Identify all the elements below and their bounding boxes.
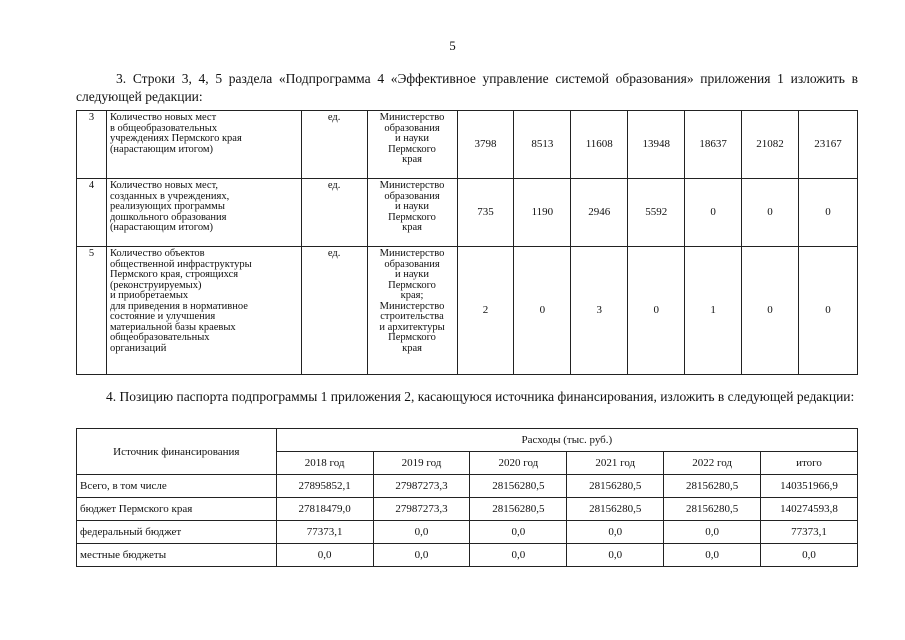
value-cell: 0	[514, 247, 571, 375]
indicator-name-line: реализующих программы	[109, 201, 225, 212]
value-cell: 0	[742, 247, 799, 375]
indicator-name-line: (реконструируемых)	[109, 279, 202, 291]
indicator-name	[106, 179, 301, 247]
value-cell: 0	[742, 179, 799, 247]
amount-cell: 28156280,5	[567, 498, 664, 521]
year-header: 2022 год	[664, 452, 761, 475]
responsible-line: Пермского	[388, 143, 436, 155]
paragraph-2: 4. Позицию паспорта подпрограммы 1 приложения 2, касающуюся источника финансирования, изложить в следующей редакции:	[106, 389, 855, 404]
amount-cell: 28156280,5	[664, 475, 761, 498]
paragraph-1: 3. Строки 3, 4, 5 раздела «Подпрограмма 4 «Эффективное управление системой образования» приложения 1 изложить в следующей редакции:	[76, 71, 858, 104]
source-cell: Всего, в том числе	[77, 475, 277, 498]
responsible-line: Министерство	[379, 112, 445, 123]
value-cell: 23167	[799, 111, 858, 179]
indicator-name-line: Количество объектов	[109, 248, 205, 259]
responsible-line: Пермского	[388, 332, 436, 343]
responsible-line: и науки	[395, 269, 430, 280]
indicator-name-line: дошкольного образования	[109, 211, 227, 223]
amount-cell: 0,0	[470, 521, 567, 544]
source-cell: федеральный бюджет	[77, 521, 277, 544]
responsible-line: края	[402, 222, 422, 233]
responsible-cell	[367, 111, 457, 179]
responsible-line: и архитектуры	[379, 321, 445, 333]
indicators-table	[76, 110, 858, 375]
indicator-name-line: общеобразовательных	[109, 332, 210, 343]
table-row	[77, 544, 858, 567]
value-cell: 735	[457, 179, 514, 247]
responsible-line: образования	[384, 122, 440, 134]
amount-cell: 27818479,0	[276, 498, 373, 521]
amount-cell: 28156280,5	[664, 498, 761, 521]
unit-cell: ед.	[301, 179, 367, 247]
value-cell: 0	[628, 247, 685, 375]
indicator-name	[106, 247, 301, 375]
expenses-header: Расходы (тыс. руб.)	[276, 429, 857, 452]
responsible-line: образования	[384, 190, 440, 202]
amount-cell: 28156280,5	[470, 475, 567, 498]
amount-cell: 0,0	[373, 544, 470, 567]
value-cell: 18637	[685, 111, 742, 179]
year-header: 2019 год	[373, 452, 470, 475]
indicator-name-line: созданных в учреждениях,	[109, 190, 230, 202]
value-cell: 11608	[571, 111, 628, 179]
amount-cell: 0,0	[664, 521, 761, 544]
amount-cell: 27987273,3	[373, 498, 470, 521]
source-cell: бюджет Пермского края	[77, 498, 277, 521]
year-header: 2021 год	[567, 452, 664, 475]
responsible-line: строительства	[380, 311, 444, 322]
amount-cell: 140274593,8	[761, 498, 858, 521]
indicator-name-line: материальной базы краевых	[109, 321, 236, 333]
indicator-name-line: (нарастающим итогом)	[109, 143, 214, 155]
indicator-name-line: Количество новых мест	[109, 112, 217, 123]
table-row	[77, 111, 858, 179]
year-header: 2020 год	[470, 452, 567, 475]
value-cell: 5592	[628, 179, 685, 247]
year-header: итого	[761, 452, 858, 475]
amount-cell: 0,0	[470, 544, 567, 567]
amount-cell: 0,0	[761, 544, 858, 567]
value-cell: 8513	[514, 111, 571, 179]
indicator-name-line: Пермского края, строящихся	[109, 269, 239, 280]
page-number: 5	[449, 38, 456, 53]
row-number: 4	[77, 179, 107, 247]
indicator-name-line: Количество новых мест,	[109, 180, 219, 191]
table-row	[77, 475, 858, 498]
responsible-line: края	[402, 342, 422, 354]
indicator-name	[106, 111, 301, 179]
amount-cell: 27895852,1	[276, 475, 373, 498]
table-row	[77, 179, 858, 247]
value-cell: 1	[685, 247, 742, 375]
amount-cell: 77373,1	[761, 521, 858, 544]
indicator-name-line: (нарастающим итогом)	[109, 222, 214, 233]
responsible-line: Пермского	[388, 211, 436, 223]
responsible-line: и науки	[395, 133, 430, 144]
indicator-name-line: для приведения в нормативное	[109, 300, 248, 312]
indicator-name-line: и приобретаемых	[109, 290, 189, 301]
value-cell: 2946	[571, 179, 628, 247]
amount-cell: 0,0	[567, 521, 664, 544]
responsible-line: Министерство	[379, 248, 445, 259]
responsible-line: края	[402, 154, 422, 165]
amount-cell: 28156280,5	[567, 475, 664, 498]
amount-cell: 0,0	[664, 544, 761, 567]
value-cell: 21082	[742, 111, 799, 179]
source-header: Источник финансирования	[77, 429, 277, 475]
financing-table	[76, 428, 858, 567]
table-row	[77, 521, 858, 544]
amount-cell: 27987273,3	[373, 475, 470, 498]
responsible-line: края;	[400, 290, 424, 301]
table-row	[77, 247, 858, 375]
value-cell: 3798	[457, 111, 514, 179]
indicator-name-line: общественной инфраструктуры	[109, 258, 252, 270]
year-header: 2018 год	[276, 452, 373, 475]
table-row	[77, 498, 858, 521]
source-cell: местные бюджеты	[77, 544, 277, 567]
amount-cell: 28156280,5	[470, 498, 567, 521]
responsible-cell	[367, 247, 457, 375]
value-cell: 0	[799, 247, 858, 375]
responsible-cell	[367, 179, 457, 247]
value-cell: 13948	[628, 111, 685, 179]
responsible-line: Пермского	[388, 279, 436, 291]
responsible-line: Министерство	[379, 180, 445, 191]
unit-cell: ед.	[301, 111, 367, 179]
responsible-line: и науки	[395, 201, 430, 212]
amount-cell: 140351966,9	[761, 475, 858, 498]
indicator-name-line: учреждениях Пермского края	[109, 133, 242, 144]
indicator-name-line: состояние и улучшения	[109, 311, 216, 322]
responsible-line: Министерство	[379, 300, 445, 312]
row-number: 5	[77, 247, 107, 375]
amount-cell: 77373,1	[276, 521, 373, 544]
amount-cell: 0,0	[276, 544, 373, 567]
amount-cell: 0,0	[567, 544, 664, 567]
value-cell: 2	[457, 247, 514, 375]
indicator-name-line: организаций	[109, 342, 167, 354]
value-cell: 3	[571, 247, 628, 375]
indicator-name-line: в общеобразовательных	[109, 122, 218, 134]
amount-cell: 0,0	[373, 521, 470, 544]
value-cell: 1190	[514, 179, 571, 247]
unit-cell: ед.	[301, 247, 367, 375]
value-cell: 0	[799, 179, 858, 247]
row-number: 3	[77, 111, 107, 179]
value-cell: 0	[685, 179, 742, 247]
responsible-line: образования	[384, 258, 440, 270]
